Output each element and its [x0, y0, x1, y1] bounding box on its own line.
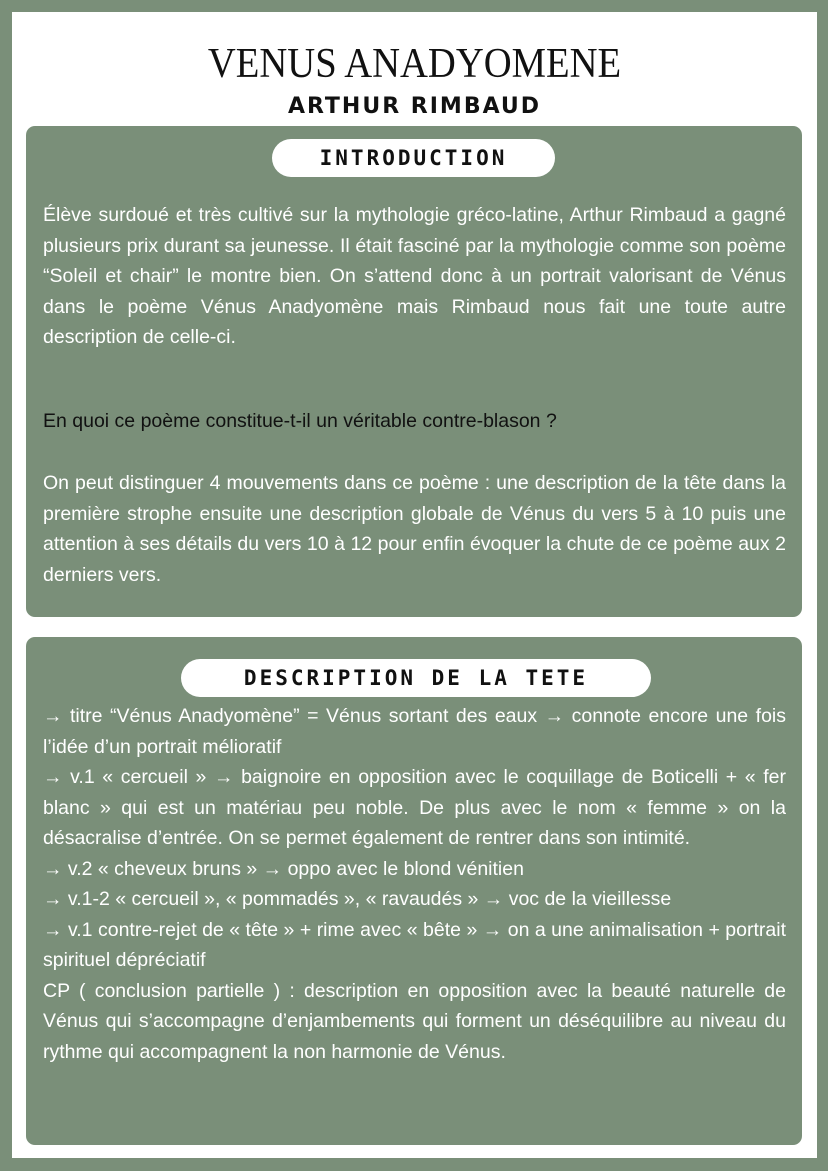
- list-item: → v.1 contre-rejet de « tête » + rime avec « bête » → on a une animalisation + portrait spirituel dépréciatif: [43, 918, 786, 971]
- list-item: → v.2 « cheveux bruns » → oppo avec le blond vénitien: [43, 857, 524, 880]
- analysis-list: [43, 701, 786, 1067]
- section-heading-introduction: INTRODUCTION: [272, 139, 555, 177]
- description-tete-card: [26, 637, 802, 1145]
- list-item: → v.1 « cercueil » → baignoire en opposition avec le coquillage de Boticelli + « fer blanc » qui est un matériau peu noble. De plus avec le nom « femme » on la désacralise d’entrée. On se permet également de rentrer dans son intimité.: [43, 766, 786, 849]
- list-item: → titre “Vénus Anadyomène” = Vénus sortant des eaux → connote encore une fois l’idée d’un portrait mélioratif: [43, 705, 786, 758]
- movements-paragraph: On peut distinguer 4 mouvements dans ce poème : une description de la tête dans la première strophe ensuite une description globale de Vénus du vers 5 à 10 puis une attention à ses détails du vers 10 à 12 pour enfin évoquer la chute de ce poème aux 2 derniers vers.: [43, 472, 786, 586]
- problematic-question: En quoi ce poème constitue-t-il un véritable contre-blason ?: [43, 410, 557, 432]
- introduction-card: [26, 126, 802, 617]
- section-heading-description-tete: DESCRIPTION DE LA TETE: [181, 659, 651, 697]
- partial-conclusion: CP ( conclusion partielle ) : description en opposition avec la beauté naturelle de Vénus qui s’accompagne d’enjambements qui forment un déséquilibre au niveau du rythme qui accompagnent la non harmonie de Vénus.: [43, 979, 786, 1063]
- page-title: VENUS ANADYOMENE: [207, 41, 622, 87]
- intro-paragraph: Élève surdoué et très cultivé sur la mythologie gréco-latine, Arthur Rimbaud a gagné plusieurs prix durant sa jeunesse. Il était fasciné par la mythologie comme son poème “Soleil et chair” le montre bien. On s’attend donc à un portrait valorisant de Vénus dans le poème Vénus Anadyomène mais Rimbaud nous fait une toute autre description de celle-ci.: [43, 204, 786, 348]
- list-item: → v.1-2 « cercueil », « pommadés », « ravaudés » → voc de la vieillesse: [43, 888, 672, 910]
- author-name: ARTHUR RIMBAUD: [287, 94, 542, 119]
- page-panel: [12, 12, 817, 1158]
